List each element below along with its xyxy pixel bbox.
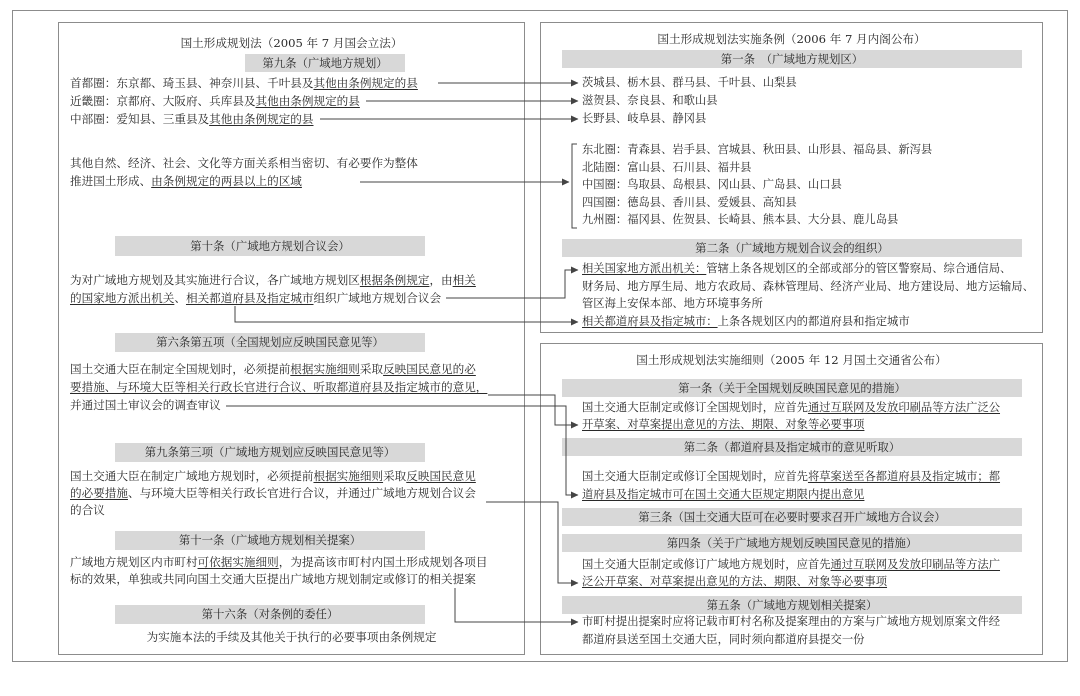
segment: 为对广域地方规划及其实施进行合议，各广域地方规划区: [70, 273, 360, 287]
segment: 管辖上条各规划区的全部或部分的管区警察局、综合通信局、: [706, 262, 1012, 275]
underlined-segment: 反映国民意见的必: [383, 362, 476, 376]
rules-art5-line2: 都道府县送至国土交通大臣，同时须向都道府县提交一份: [582, 633, 865, 646]
law-art9-shuto: [70, 75, 418, 91]
underlined-segment: 相关: [452, 273, 476, 287]
underlined-segment: 可依据实施细则: [197, 555, 279, 569]
rules-art1-header: 第一条（关于全国规划反映国民意见的措施）: [562, 379, 1022, 397]
segment: 组织广域地方规划合议会: [313, 291, 442, 305]
rules-art4-line1: [582, 557, 1000, 573]
segment: 国土交通大臣制定或修订广域地方规划时，应首先: [582, 558, 831, 571]
underlined-segment: 由条例规定的两县以上的区域: [151, 174, 302, 188]
law-art9-header: 第九条（广域地方规划）: [245, 54, 405, 72]
law-art9-other-line1: 其他自然、经济、社会、文化等方面关系相当密切、有必要作为整体: [70, 156, 418, 170]
underlined-segment: 根据实施细则: [290, 362, 360, 376]
law-art9-3-line1: [70, 468, 476, 484]
rules-art1-line1: [582, 400, 1000, 416]
rules-art2-header: 第二条（都道府县及指定城市的意见听取）: [562, 438, 1022, 456]
rules-art1-line2: 开草案、对草案提出意见的方法、期限、对象等必要事项: [582, 418, 865, 431]
segment: 广域地方规划区内市町村: [70, 555, 198, 569]
segment: 中部圈：爱知县、三重县及: [70, 112, 210, 126]
rules-art5-line1: 市町村提出提案时应将记载市町村名称及提案理由的方案与广域地方规划原案文件经: [582, 615, 1000, 628]
rules-title: 国土形成规划法实施细则（2005 年 12 月国土交通省公布）: [636, 353, 947, 367]
rules-art5-header: 第五条（广域地方规划相关提案）: [562, 596, 1022, 614]
underlined-segment: 根据实施细则: [313, 469, 384, 483]
law-art6-5-line3: 并通过国土审议会的调查审议: [70, 398, 221, 412]
ordinance-region-shikoku: 四国圈：德岛县、香川县、爱媛县、高知县: [582, 196, 797, 209]
segment: 采取: [359, 362, 384, 376]
law-art6-5-line1: [70, 361, 476, 377]
underlined-segment: 通过互联网及发放印刷品等方法广泛公: [807, 401, 1001, 414]
law-art9-3-header: 第九条第三项（广域地方规划应反映国民意见等）: [115, 443, 425, 462]
ordinance-art1-header: 第一条 （广域地方规划区）: [562, 50, 1022, 68]
law-art6-5-header: 第六条第五项（全国规划应反映国民意见等）: [115, 333, 425, 352]
ordinance-title: 国土形成规划法实施条例（2006 年 7 月内阁公布）: [657, 32, 926, 46]
ordinance-art2-header: 第二条（广域地方规划合议会的组织）: [562, 239, 1022, 257]
underlined-segment: 反映国民意见: [406, 469, 476, 483]
segment: ，为提高该市町村内国土形成规划各项目: [278, 555, 488, 569]
ordinance-region-kyushu: 九州圈：福冈县、佐贺县、长崎县、熊本县、大分县、鹿儿岛县: [582, 213, 899, 226]
ordinance-art1-kinki: 滋贺县、奈良县、和歌山县: [582, 94, 718, 107]
law-art16-line1: 为实施本法的手续及其他关于执行的必要事项由条例规定: [146, 630, 437, 644]
ordinance-art1-shuto: 茨城县、栃木县、群马县、千叶县、山梨县: [582, 76, 797, 89]
rules-art4-line2: 泛公开草案、对草案提出意见的方法、期限、对象等必要事项: [582, 575, 888, 588]
rules-art3-header: 第三条（国土交通大臣可在必要时要求召开广域地方合议会）: [562, 508, 1022, 526]
ordinance-art2-national-line1: [582, 261, 1011, 277]
law-art11-line1: [70, 554, 487, 570]
segment: 国土交通大臣制定或修订全国规划时，应首先: [582, 401, 808, 414]
law-art11-line2: 标的效果，单独或共同向国土交通大臣提出广域地方规划制定或修订的相关提案: [70, 572, 476, 586]
segment: 国土交通大臣在制定全国规划时，必须提前: [70, 362, 291, 376]
segment: 推进国土形成、: [70, 174, 152, 188]
segment: 国土交通大臣制定或修订全国规划时，应首先: [582, 470, 808, 483]
law-art9-3-line2: [70, 485, 476, 501]
segment: 、与环境大臣等相关行政长官进行合议，并通过广域地方规划合议会: [127, 486, 476, 500]
rules-art4-header: 第四条（关于广域地方规划反映国民意见的措施）: [562, 534, 1022, 552]
segment: 、: [174, 291, 186, 305]
segment: 采取: [383, 469, 407, 483]
underlined-segment: 相关都道府县及指定城市：: [582, 315, 718, 328]
segment: 首都圈：东京都、琦玉县、神奈川县、千叶县及: [70, 76, 314, 90]
underlined-segment: 的必要措施: [70, 486, 128, 500]
underlined-segment: 其他由条例规定的县: [255, 94, 360, 108]
underlined-segment: 其他由条例规定的县: [209, 112, 314, 126]
ordinance-art2-national-line2: 财务局、地方厚生局、地方农政局、森林管理局、经济产业局、地方建设局、地方运输局、: [582, 280, 1034, 293]
segment: 近畿圈：京都府、大阪府、兵库县及: [70, 94, 256, 108]
segment: 上条各规划区内的都道府县和指定城市: [717, 315, 910, 328]
underlined-segment: 的国家地方派出机关: [70, 291, 175, 305]
underlined-segment: 其他由条例规定的县: [313, 76, 418, 90]
rules-art2-line1: [582, 469, 1000, 485]
law-art10-line1: [70, 272, 476, 288]
law-title: 国土形成规划法（2005 年 7 月国会立法）: [180, 36, 403, 50]
law-art6-5-line2: 要措施、与环境大臣等相关行政长官进行合议、听取都道府县及指定城市的意见，: [70, 380, 488, 394]
law-art10-line2: [70, 290, 441, 306]
underlined-segment: 相关都道府县及指定城市: [185, 291, 314, 305]
ordinance-art1-chubu: 长野县、岐阜县、静冈县: [582, 112, 707, 125]
underlined-segment: 根据条例规定: [359, 273, 430, 287]
law-art11-header: 第十一条（广域地方规划相关提案）: [115, 531, 425, 550]
law-art9-chubu: [70, 111, 314, 127]
law-art16-header: 第十六条（对条例的委任）: [115, 605, 425, 624]
law-art10-header: 第十条（广域地方规划合议会）: [115, 236, 425, 256]
law-art9-kinki: [70, 93, 360, 109]
ordinance-region-tohoku: 东北圈：青森县、岩手县、宫城县、秋田县、山形县、福岛县、新泻县: [582, 143, 933, 156]
underlined-segment: 将草案送至各都道府县及指定城市；都: [807, 470, 1001, 483]
ordinance-art2-local: [582, 314, 910, 330]
law-art9-3-line3: 的合议: [70, 503, 105, 517]
ordinance-region-hokuriku: 北陆圈：富山县、石川县、福井县: [582, 161, 752, 174]
segment: 国土交通大臣在制定广域地方规划时，必须提前: [70, 469, 314, 483]
rules-art2-line2: 道府县及指定城市可在国土交通大臣规定期限内提出意见: [582, 488, 865, 501]
underlined-segment: 通过互联网及发放印刷品等方法广: [830, 558, 1001, 571]
underlined-segment: 相关国家地方派出机关：: [582, 262, 707, 275]
ordinance-art2-national-line3: 管区海上安保本部、地方环境事务所: [582, 297, 763, 310]
ordinance-region-chugoku: 中国圈：鸟取县、岛根县、冈山县、广岛县、山口县: [582, 178, 842, 191]
segment: ，由: [429, 273, 453, 287]
law-art9-other-line2: [70, 173, 302, 189]
